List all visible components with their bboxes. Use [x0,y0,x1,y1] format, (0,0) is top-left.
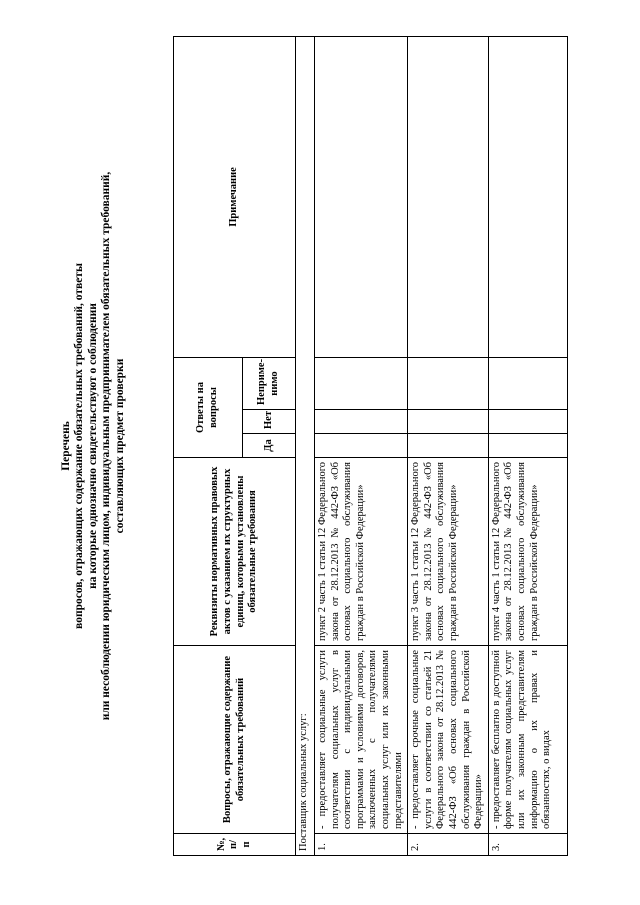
answer-yes-cell[interactable] [315,434,408,458]
header-requisites: Реквизиты нормативных правовых актов с указанием их структурных единиц, которыми установлены обязательные требования [174,458,296,646]
heading-line: вопросов, отражающих содержание обязательных требований, ответы [73,263,86,629]
document-heading [60,36,127,856]
row-number: 3. [488,834,567,856]
row-requisites: пункт 3 часть 1 статьи 12 Федерального закона от 28.12.2013 № 442-ФЗ «Об основах социального обслуживания граждан в Российской Федерации» [408,458,489,646]
row-requisites: пункт 4 часть 1 статьи 12 Федерального закона от 28.12.2013 № 442-ФЗ «Об основах социального обслуживания граждан в Российской Федерации» [488,458,567,646]
checklist-table [173,36,568,856]
header-na: Неприме-нимо [243,357,296,409]
header-answers: Ответы на вопросы [174,357,243,457]
answer-no-cell[interactable] [488,410,567,434]
row-requisites: пункт 2 часть 1 статьи 12 Федерального закона от 28.12.2013 № 442-ФЗ «Об основах социального обслуживания граждан в Российской Федерации» [315,458,408,646]
note-cell[interactable] [488,37,567,358]
answer-yes-cell[interactable] [488,434,567,458]
header-question: Вопросы, отражающие содержание обязательных требований [174,646,296,834]
header-no: Нет [243,410,296,434]
header-note: Примечание [174,37,296,358]
heading-line: составляющих предмет проверки [113,358,126,534]
note-cell[interactable] [315,37,408,358]
heading-line: или несоблюдении юридическим лицом, индивидуальным предпринимателем обязательных требований, [100,171,113,721]
answer-na-cell[interactable] [408,357,489,409]
row-question: - предоставляет социальные услуги получателям социальных услуг в соответствии с индивидуальными программами и условиями договоров, заключенных с получателями социальных услуг или их законными представителями [315,646,408,834]
answer-na-cell[interactable] [488,357,567,409]
heading-line: на которые однозначно свидетельствуют о соблюдении [86,303,99,589]
table-row [408,37,489,856]
row-question: - предоставляет бесплатно в доступной форме получателям социальных услуг или их законным представителям информацию о их правах и обязанностях, о видах [488,646,567,834]
answer-no-cell[interactable] [408,410,489,434]
header-yes: Да [243,434,296,458]
note-cell[interactable] [408,37,489,358]
answer-no-cell[interactable] [315,410,408,434]
header-num: №, п/п [174,834,296,856]
row-number: 2. [408,834,489,856]
rotated-sheet [60,36,553,856]
category-row: Поставщик социальных услуг: [296,37,315,856]
row-number: 1. [315,834,408,856]
heading-title: Перечень [60,421,72,471]
answer-yes-cell[interactable] [408,434,489,458]
table-row [315,37,408,856]
table-row [488,37,567,856]
answer-na-cell[interactable] [315,357,408,409]
row-question: - предоставляет срочные социальные услуги в соответствии со статьей 21 Федерального закона от 28.12.2013 № 442-ФЗ «Об основах социального обслуживания граждан в Российской Федерации» [408,646,489,834]
